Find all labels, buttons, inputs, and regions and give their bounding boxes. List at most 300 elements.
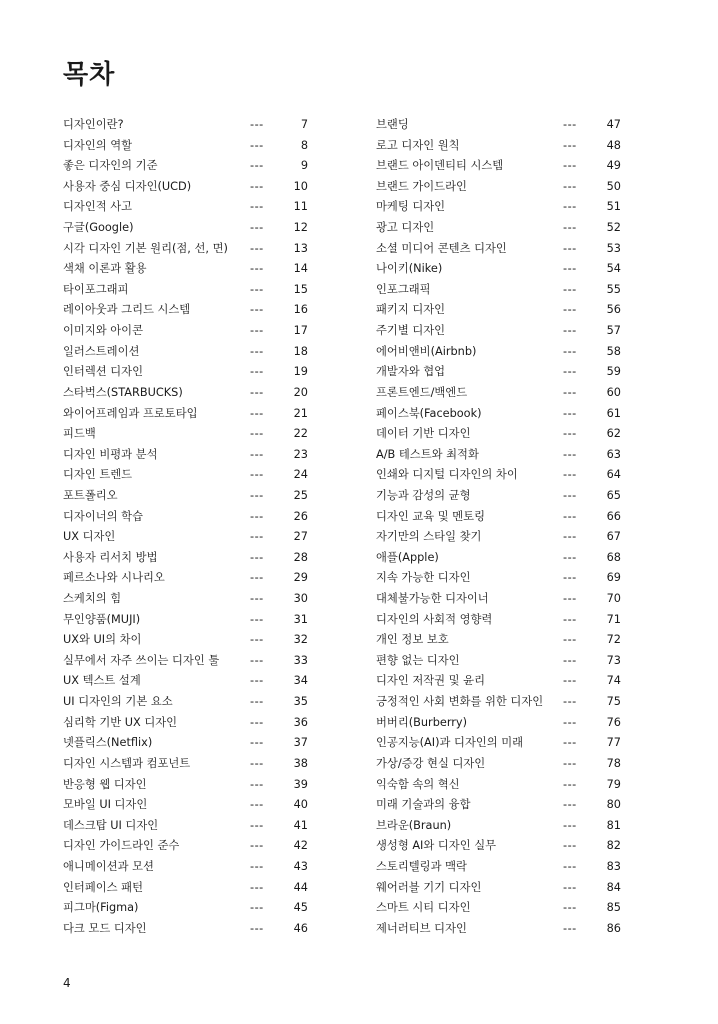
toc-entry-leader: --- — [250, 221, 264, 235]
toc-entry-page: 51 — [606, 200, 621, 214]
toc-entry-page: 77 — [606, 736, 621, 750]
toc-entry-page: 68 — [606, 550, 621, 564]
toc-entry-title: 디자인 가이드라인 준수 — [63, 839, 180, 853]
toc-entry[interactable] — [63, 280, 308, 301]
toc-entry[interactable] — [376, 713, 621, 734]
toc-entry-title: 시각 디자인 기본 원리(점, 선, 면) — [63, 241, 228, 255]
toc-entry-title: 사용자 리서치 방법 — [63, 550, 158, 564]
toc-entry-page: 23 — [293, 447, 308, 461]
toc-entry-title: 이미지와 아이콘 — [63, 324, 143, 338]
toc-entry-page: 55 — [606, 282, 621, 296]
toc-entry-page: 24 — [293, 468, 308, 482]
toc-entry-title: 디자인 저작권 및 윤리 — [376, 674, 485, 688]
toc-entry[interactable] — [376, 300, 621, 321]
toc-entry-page: 61 — [606, 406, 621, 420]
toc-entry-title: UX 디자인 — [63, 530, 116, 544]
toc-entry-leader: --- — [250, 324, 264, 338]
toc-entry-page: 18 — [293, 344, 308, 358]
toc-entry-page: 29 — [293, 571, 308, 585]
toc-entry[interactable] — [63, 239, 308, 260]
toc-entry-leader: --- — [250, 715, 264, 729]
toc-entry-title: 브랜드 가이드라인 — [376, 179, 467, 193]
toc-entry-title: 익숙함 속의 혁신 — [376, 777, 460, 791]
toc-entry[interactable] — [376, 527, 621, 548]
toc-entry-title: 디자인 시스템과 컴포넌트 — [63, 756, 191, 770]
toc-entry[interactable] — [63, 878, 308, 899]
toc-entry-leader: --- — [563, 777, 577, 791]
toc-entry-title: 피드백 — [63, 427, 96, 441]
toc-entry-leader: --- — [563, 880, 577, 894]
toc-entry-title: UX 텍스트 설계 — [63, 674, 141, 688]
toc-entry-leader: --- — [563, 262, 577, 276]
toc-entry[interactable] — [63, 610, 308, 631]
toc-entry-leader: --- — [563, 406, 577, 420]
toc-entry[interactable] — [63, 671, 308, 692]
toc-entry-page: 81 — [606, 818, 621, 832]
toc-entry-page: 20 — [293, 385, 308, 399]
toc-entry-page: 82 — [606, 839, 621, 853]
toc-entry-leader: --- — [563, 282, 577, 296]
toc-entry-page: 69 — [606, 571, 621, 585]
toc-entry-title: 색채 이론과 활용 — [63, 262, 147, 276]
toc-entry[interactable] — [63, 898, 308, 919]
toc-entry-title: 에어비앤비(Airbnb) — [376, 344, 477, 358]
toc-entry-leader: --- — [563, 447, 577, 461]
toc-entry-page: 73 — [606, 653, 621, 667]
toc-entry-leader: --- — [563, 344, 577, 358]
toc-entry[interactable] — [376, 548, 621, 569]
toc-entry[interactable] — [376, 857, 621, 878]
toc-entry-page: 75 — [606, 695, 621, 709]
toc-entry[interactable] — [63, 527, 308, 548]
toc-entry[interactable] — [376, 775, 621, 796]
toc-entry[interactable] — [63, 919, 308, 940]
toc-entry[interactable] — [63, 156, 308, 177]
toc-entry-title: 타이포그래피 — [63, 282, 129, 296]
toc-entry-leader: --- — [563, 674, 577, 688]
toc-entry-title: 다크 모드 디자인 — [63, 921, 147, 935]
page-title: 목차 — [63, 60, 116, 90]
toc-entry-page: 8 — [300, 138, 308, 152]
toc-entry-page: 40 — [293, 798, 308, 812]
toc-entry-title: 인터렉션 디자인 — [63, 365, 143, 379]
toc-entry[interactable] — [376, 321, 621, 342]
toc-entry-title: UI 디자인의 기본 요소 — [63, 695, 173, 709]
toc-entry-leader: --- — [250, 159, 264, 173]
toc-entry-leader: --- — [250, 303, 264, 317]
toc-entry-title: 기능과 감성의 균형 — [376, 488, 471, 502]
toc-entry-leader: --- — [250, 468, 264, 482]
toc-entry-title: 개인 정보 보호 — [376, 633, 449, 647]
toc-entry-page: 27 — [293, 530, 308, 544]
toc-entry-page: 11 — [293, 200, 308, 214]
toc-entry-title: 모바일 UI 디자인 — [63, 798, 148, 812]
toc-entry[interactable] — [63, 383, 308, 404]
toc-entry-page: 22 — [293, 427, 308, 441]
toc-entry[interactable] — [63, 300, 308, 321]
toc-entry-leader: --- — [563, 571, 577, 585]
toc-entry[interactable] — [63, 362, 308, 383]
toc-entry[interactable] — [376, 486, 621, 507]
toc-entry-leader: --- — [563, 839, 577, 853]
toc-entry-leader: --- — [250, 901, 264, 915]
toc-entry-leader: --- — [563, 859, 577, 873]
toc-entry-page: 42 — [293, 839, 308, 853]
toc-entry-title: 디자인 트렌드 — [63, 468, 133, 482]
toc-entry[interactable] — [63, 754, 308, 775]
toc-entry-leader: --- — [563, 818, 577, 832]
toc-entry[interactable] — [63, 775, 308, 796]
toc-entry-page: 14 — [293, 262, 308, 276]
toc-entry-page: 78 — [606, 756, 621, 770]
toc-entry[interactable] — [376, 795, 621, 816]
toc-entry-title: 긍정적인 사회 변화를 위한 디자인 — [376, 695, 544, 709]
toc-entry[interactable] — [376, 280, 621, 301]
toc-entry-leader: --- — [250, 509, 264, 523]
toc-entry-title: 인쇄와 디지털 디자인의 차이 — [376, 468, 518, 482]
toc-entry-leader: --- — [250, 736, 264, 750]
toc-entry-leader: --- — [563, 385, 577, 399]
toc-entry-leader: --- — [563, 798, 577, 812]
toc-entry-title: 웨어러블 기기 디자인 — [376, 880, 482, 894]
toc-entry-page: 70 — [606, 592, 621, 606]
toc-entry[interactable] — [63, 713, 308, 734]
toc-entry-leader: --- — [250, 633, 264, 647]
toc-entry-leader: --- — [563, 303, 577, 317]
toc-entry-title: 스타벅스(STARBUCKS) — [63, 385, 183, 399]
toc-entry-leader: --- — [563, 530, 577, 544]
toc-entry-page: 50 — [606, 179, 621, 193]
toc-entry-title: 개발자와 협업 — [376, 365, 446, 379]
toc-entry[interactable] — [376, 136, 621, 157]
toc-entry-title: 구글(Google) — [63, 221, 134, 235]
toc-entry-page: 86 — [606, 921, 621, 935]
toc-entry-title: 실무에서 자주 쓰이는 디자인 툴 — [63, 653, 220, 667]
toc-entry-leader: --- — [563, 756, 577, 770]
toc-entry-leader: --- — [250, 447, 264, 461]
toc-entry-title: 사용자 중심 디자인(UCD) — [63, 179, 192, 193]
toc-entry[interactable] — [376, 218, 621, 239]
toc-entry[interactable] — [376, 568, 621, 589]
toc-entry[interactable] — [63, 816, 308, 837]
toc-entry-page: 38 — [293, 756, 308, 770]
toc-entry-leader: --- — [563, 200, 577, 214]
toc-entry-title: 스토리텔링과 맥락 — [376, 859, 467, 873]
toc-entry-leader: --- — [563, 612, 577, 626]
toc-entry[interactable] — [376, 424, 621, 445]
toc-entry-page: 10 — [293, 179, 308, 193]
toc-entry-title: 페이스북(Facebook) — [376, 406, 482, 420]
toc-entry-title: 데이터 기반 디자인 — [376, 427, 471, 441]
toc-entry[interactable] — [376, 630, 621, 651]
toc-entry-leader: --- — [250, 282, 264, 296]
toc-entry-title: 버버리(Burberry) — [376, 715, 468, 729]
toc-entry-page: 19 — [293, 365, 308, 379]
toc-entry-leader: --- — [563, 592, 577, 606]
toc-entry[interactable] — [63, 404, 308, 425]
toc-entry-page: 56 — [606, 303, 621, 317]
toc-entry[interactable] — [376, 177, 621, 198]
toc-entry[interactable] — [376, 507, 621, 528]
toc-entry-page: 64 — [606, 468, 621, 482]
toc-entry-leader: --- — [250, 406, 264, 420]
toc-entry-leader: --- — [250, 179, 264, 193]
toc-entry[interactable] — [63, 733, 308, 754]
toc-entry-title: 로고 디자인 원칙 — [376, 138, 460, 152]
toc-entry-title: 자기만의 스타일 찾기 — [376, 530, 482, 544]
toc-entry[interactable] — [63, 589, 308, 610]
toc-entry-page: 28 — [293, 550, 308, 564]
toc-entry-leader: --- — [563, 159, 577, 173]
toc-entry-page: 83 — [606, 859, 621, 873]
toc-entry-leader: --- — [250, 118, 264, 131]
toc-entry-page: 66 — [606, 509, 621, 523]
toc-entry-leader: --- — [250, 818, 264, 832]
toc-entry-title: 제너러티브 디자인 — [376, 921, 467, 935]
toc-entry[interactable] — [63, 548, 308, 569]
toc-entry-page: 16 — [293, 303, 308, 317]
toc-entry-title: 광고 디자인 — [376, 221, 435, 235]
toc-entry-leader: --- — [563, 921, 577, 935]
toc-entry-leader: --- — [250, 921, 264, 935]
toc-entry-title: 디자인적 사고 — [63, 200, 133, 214]
toc-entry-page: 41 — [293, 818, 308, 832]
toc-entry[interactable] — [376, 156, 621, 177]
toc-entry-page: 39 — [293, 777, 308, 791]
toc-entry-page: 85 — [606, 901, 621, 915]
toc-entry-title: 디자인의 사회적 영향력 — [376, 612, 493, 626]
toc-entry-title: 생성형 AI와 디자인 실무 — [376, 839, 497, 853]
toc-entry-page: 63 — [606, 447, 621, 461]
toc-entry-title: 디자인이란? — [63, 118, 124, 131]
toc-entry-title: 마케팅 디자인 — [376, 200, 446, 214]
toc-entry[interactable] — [376, 836, 621, 857]
toc-entry-page: 34 — [293, 674, 308, 688]
toc-entry[interactable] — [376, 362, 621, 383]
toc-entry-title: 지속 가능한 디자인 — [376, 571, 471, 585]
toc-entry[interactable] — [376, 919, 621, 940]
toc-entry[interactable] — [376, 610, 621, 631]
toc-entry[interactable] — [376, 259, 621, 280]
toc-entry-page: 62 — [606, 427, 621, 441]
toc-entry-page: 48 — [606, 138, 621, 152]
toc-entry-leader: --- — [250, 653, 264, 667]
toc-entry-title: 프론트엔드/백엔드 — [376, 385, 468, 399]
toc-entry-page: 45 — [293, 901, 308, 915]
toc-entry[interactable] — [63, 136, 308, 157]
toc-entry[interactable] — [63, 218, 308, 239]
toc-entry[interactable] — [376, 589, 621, 610]
toc-entry-leader: --- — [250, 200, 264, 214]
toc-entry[interactable] — [63, 445, 308, 466]
toc-entry-title: 인공지능(AI)과 디자인의 미래 — [376, 736, 524, 750]
toc-entry-title: 와이어프레임과 프로토타입 — [63, 406, 198, 420]
toc-entry-page: 44 — [293, 880, 308, 894]
toc-entry-title: 인터페이스 패턴 — [63, 880, 143, 894]
toc-entry[interactable] — [63, 651, 308, 672]
toc-entry-leader: --- — [250, 571, 264, 585]
toc-entry-leader: --- — [250, 344, 264, 358]
toc-entry[interactable] — [63, 197, 308, 218]
toc-entry-leader: --- — [250, 592, 264, 606]
toc-entry[interactable] — [376, 115, 621, 136]
toc-entry-leader: --- — [250, 695, 264, 709]
toc-entry-leader: --- — [250, 839, 264, 853]
toc-entry-page: 59 — [606, 365, 621, 379]
toc-entry-page: 79 — [606, 777, 621, 791]
toc-entry-title: 스케치의 힘 — [63, 592, 122, 606]
toc-entry-title: 소셜 미디어 콘텐츠 디자인 — [376, 241, 507, 255]
toc-entry[interactable] — [376, 239, 621, 260]
toc-entry[interactable] — [63, 259, 308, 280]
toc-entry-page: 32 — [293, 633, 308, 647]
toc-entry[interactable] — [63, 795, 308, 816]
toc-entry[interactable] — [63, 857, 308, 878]
toc-entry-leader: --- — [250, 385, 264, 399]
toc-entry-leader: --- — [563, 715, 577, 729]
toc-entry[interactable] — [63, 836, 308, 857]
toc-entry-leader: --- — [563, 118, 577, 131]
toc-entry[interactable] — [376, 671, 621, 692]
toc-entry[interactable] — [376, 651, 621, 672]
toc-entry-title: 반응형 웹 디자인 — [63, 777, 147, 791]
toc-entry-leader: --- — [250, 138, 264, 152]
toc-entry-leader: --- — [250, 262, 264, 276]
toc-entry-page: 84 — [606, 880, 621, 894]
toc-entry[interactable] — [376, 754, 621, 775]
toc-entry-page: 21 — [293, 406, 308, 420]
toc-entry-leader: --- — [563, 736, 577, 750]
toc-entry-page: 26 — [293, 509, 308, 523]
toc-entry-leader: --- — [563, 221, 577, 235]
toc-entry[interactable] — [63, 115, 308, 136]
toc-entry-page: 47 — [606, 118, 621, 131]
toc-entry-leader: --- — [563, 427, 577, 441]
toc-entry-title: 심리학 기반 UX 디자인 — [63, 715, 178, 729]
toc-entry-leader: --- — [250, 674, 264, 688]
toc-entry-title: 나이키(Nike) — [376, 262, 443, 276]
toc-entry-title: 디자인의 역할 — [63, 138, 133, 152]
toc-entry[interactable] — [63, 568, 308, 589]
toc-entry[interactable] — [63, 177, 308, 198]
toc-entry-leader: --- — [250, 550, 264, 564]
toc-entry-leader: --- — [250, 365, 264, 379]
toc-entry-leader: --- — [563, 365, 577, 379]
toc-entry-page: 67 — [606, 530, 621, 544]
toc-entry[interactable] — [376, 404, 621, 425]
toc-entry-leader: --- — [250, 530, 264, 544]
toc-entry-leader: --- — [250, 880, 264, 894]
toc-entry-page: 76 — [606, 715, 621, 729]
toc-entry-leader: --- — [563, 324, 577, 338]
toc-entry[interactable] — [376, 197, 621, 218]
toc-entry[interactable] — [63, 630, 308, 651]
toc-entry-title: 브랜딩 — [376, 118, 409, 131]
toc-entry-title: 애니메이션과 모션 — [63, 859, 154, 873]
toc-entry-leader: --- — [563, 633, 577, 647]
toc-entry-title: 미래 기술과의 융합 — [376, 798, 471, 812]
toc-entry-title: 스마트 시티 디자인 — [376, 901, 471, 915]
toc-entry-leader: --- — [250, 756, 264, 770]
toc-entry-leader: --- — [250, 859, 264, 873]
toc-entry[interactable] — [376, 445, 621, 466]
toc-entry-page: 80 — [606, 798, 621, 812]
toc-entry-title: 넷플릭스(Netflix) — [63, 736, 153, 750]
toc-entry[interactable] — [376, 878, 621, 899]
toc-entry-leader: --- — [250, 798, 264, 812]
toc-entry[interactable] — [63, 342, 308, 363]
toc-entry-title: 좋은 디자인의 기준 — [63, 159, 158, 173]
toc-entry[interactable] — [63, 486, 308, 507]
toc-entry-leader: --- — [563, 468, 577, 482]
toc-entry[interactable] — [376, 816, 621, 837]
toc-entry[interactable] — [63, 692, 308, 713]
toc-entry[interactable] — [63, 321, 308, 342]
toc-entry-page: 53 — [606, 241, 621, 255]
toc-entry-title: 애플(Apple) — [376, 550, 439, 564]
toc-entry-title: 대체불가능한 디자이너 — [376, 592, 489, 606]
toc-column-left — [63, 115, 308, 939]
toc-entry-page: 36 — [293, 715, 308, 729]
toc-entry-leader: --- — [563, 179, 577, 193]
toc-entry[interactable] — [376, 733, 621, 754]
toc-entry-title: 일러스트레이션 — [63, 344, 140, 358]
toc-entry-page: 49 — [606, 159, 621, 173]
toc-entry-leader: --- — [563, 241, 577, 255]
toc-entry-title: 주기별 디자인 — [376, 324, 446, 338]
toc-entry-title: 디자인 비평과 분석 — [63, 447, 158, 461]
toc-entry-leader: --- — [563, 509, 577, 523]
toc-entry-page: 52 — [606, 221, 621, 235]
toc-entry-page: 46 — [293, 921, 308, 935]
toc-entry-title: 디자이너의 학습 — [63, 509, 143, 523]
toc-entry-page: 33 — [293, 653, 308, 667]
toc-entry-page: 9 — [300, 159, 308, 173]
toc-entry-leader: --- — [250, 488, 264, 502]
toc-entry[interactable] — [376, 692, 621, 713]
toc-entry[interactable] — [63, 465, 308, 486]
toc-entry-title: 패키지 디자인 — [376, 303, 446, 317]
toc-entry-page: 71 — [606, 612, 621, 626]
toc-entry-page: 7 — [300, 118, 308, 131]
toc-entry[interactable] — [376, 465, 621, 486]
toc-entry-page: 37 — [293, 736, 308, 750]
toc-entry-page: 35 — [293, 695, 308, 709]
toc-entry-title: A/B 테스트와 최적화 — [376, 447, 479, 461]
toc-entry-page: 30 — [293, 592, 308, 606]
toc-entry-leader: --- — [563, 695, 577, 709]
toc-entry[interactable] — [376, 342, 621, 363]
toc-entry-leader: --- — [563, 138, 577, 152]
toc-entry[interactable] — [376, 898, 621, 919]
toc-entry-page: 43 — [293, 859, 308, 873]
toc-entry[interactable] — [63, 507, 308, 528]
toc-entry-leader: --- — [563, 901, 577, 915]
toc-entry[interactable] — [376, 383, 621, 404]
toc-column-right — [376, 115, 621, 939]
toc-entry-title: 페르소나와 시나리오 — [63, 571, 165, 585]
toc-entry-page: 17 — [293, 324, 308, 338]
page-number: 4 — [63, 976, 71, 990]
toc-entry[interactable] — [63, 424, 308, 445]
toc-entry-title: 인포그래픽 — [376, 282, 431, 296]
toc-entry-leader: --- — [250, 427, 264, 441]
toc-entry-page: 12 — [293, 221, 308, 235]
toc-entry-page: 25 — [293, 488, 308, 502]
toc-entry-title: 디자인 교육 및 멘토링 — [376, 509, 485, 523]
toc-entry-leader: --- — [563, 653, 577, 667]
toc-entry-title: 브랜드 아이덴티티 시스템 — [376, 159, 504, 173]
